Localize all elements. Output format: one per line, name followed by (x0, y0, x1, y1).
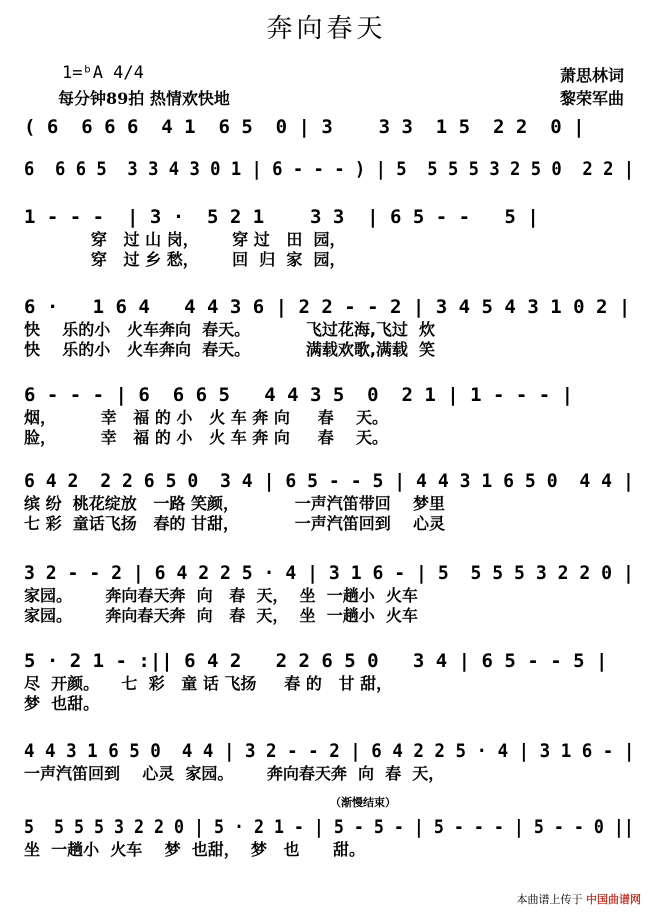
lyric-verse-2 (24, 860, 634, 880)
lyric-verse-1: 尽 开颜。 七 彩 童 话 飞扬 春 的 甘 甜， (24, 674, 393, 693)
composer-credit: 黎荣军曲 (560, 89, 625, 108)
notation-line: ( 6 6 6 6 4 1 6 5 0 | 3 3 3 1 5 2 2 0 | (24, 116, 585, 138)
footer-prefix: 本曲谱上传于 (516, 893, 583, 906)
score-system-1 (24, 114, 634, 140)
notation-line: 6 · 1 6 4 4 4 3 6 | 2 2 - - 2 | 3 4 5 4 3 1 0 2 | (24, 296, 631, 318)
lyric-verse-2: 脸， 幸 福 的 小 火 车 奔 向 春 天。 (24, 428, 388, 447)
notation-line: 6 - - - | 6 6 6 5 4 4 3 5 0 2 1 | 1 - - - | (24, 384, 574, 406)
score-system-3 (24, 204, 634, 270)
lyric-verse-1: 一声汽笛回到 心灵 家园。 奔向春天奔 向 春 天， (24, 764, 445, 783)
tempo-marking: 每分钟89拍 热情欢快地 (58, 89, 230, 108)
notation-line: 1 - - - | 3 · 5 2 1 3 3 | 6 5 - - 5 | (24, 206, 539, 228)
lyric-verse-1: 缤 纷 桃花绽放 一路 笑颜， 一声汽笛带回 梦里 (24, 494, 445, 513)
lyric-verse-2: 七 彩 童话飞扬 春的 甘甜， 一声汽笛回到 心灵 (24, 514, 445, 533)
ritardando-marking: （渐慢结束） (330, 796, 396, 809)
score-system-6 (24, 468, 634, 534)
score-system-10 (24, 814, 634, 880)
lyric-verse-2: 家园。 奔向春天奔 向 春 天， 坐 一趟小 火车 (24, 606, 418, 625)
notation-line: 3 2 - - 2 | 6 4 2 2 5 · 4 | 3 1 6 - | 5 5 5 5 3 2 2 0 | (24, 562, 634, 584)
lyric-verse-1: 穿 过 山 岗， 穿 过 田 园， (24, 230, 346, 249)
notation-line: 4 4 3 1 6 5 0 4 4 | 3 2 - - 2 | 6 4 2 2 5 · 4 | 3 1 6 - | (24, 740, 635, 762)
lyric-verse-1: 快 乐的小 火车奔向 春天。 飞过花海,飞过 炊 (24, 320, 436, 339)
lyric-verse-1: 家园。 奔向春天奔 向 春 天， 坐 一趟小 火车 (24, 586, 418, 605)
score-system-8 (24, 648, 634, 714)
lyric-verse-2: 快 乐的小 火车奔向 春天。 满载欢歌,满载 笑 (24, 340, 436, 359)
song-title: 奔向春天 (266, 14, 387, 44)
key-signature: 1=ᵇA 4/4 (62, 63, 144, 83)
score-system-9 (24, 738, 634, 804)
lyric-verse-2: 梦 也甜。 (24, 694, 100, 713)
score-system-2 (24, 156, 634, 182)
notation-line: 6 4 2 2 2 6 5 0 3 4 | 6 5 - - 5 | 4 4 3 1 6 5 0 4 4 | (24, 470, 634, 492)
notation-line: 5 · 2 1 - :|| 6 4 2 2 2 6 5 0 3 4 | 6 5 - - 5 | (24, 650, 608, 672)
score-system-7 (24, 560, 634, 626)
lyricist-credit: 萧思林词 (560, 66, 625, 85)
site-footer (517, 891, 642, 907)
notation-line: 6 6 6 5 3 3 4 3 0 1 | 6 - - - ) | 5 5 5 5 3 2 5 0 2 2 | (24, 158, 635, 180)
lyric-verse-1: 烟， 幸 福 的 小 火 车 奔 向 春 天。 (24, 408, 388, 427)
lyric-verse-2 (24, 784, 634, 804)
site-logo-text[interactable]: 中国曲谱网 (586, 893, 641, 906)
notation-line: 5 5 5 5 3 2 2 0 | 5 · 2 1 - | 5 - 5 - | 5 - - - | 5 - - 0 || (24, 816, 634, 838)
score-system-4 (24, 294, 634, 360)
lyric-verse-1: 坐 一趟小 火车 梦 也甜， 梦 也 甜。 (24, 840, 365, 859)
score-system-5 (24, 382, 634, 448)
lyric-verse-2: 穿 过 乡 愁， 回 归 家 园， (24, 250, 346, 269)
